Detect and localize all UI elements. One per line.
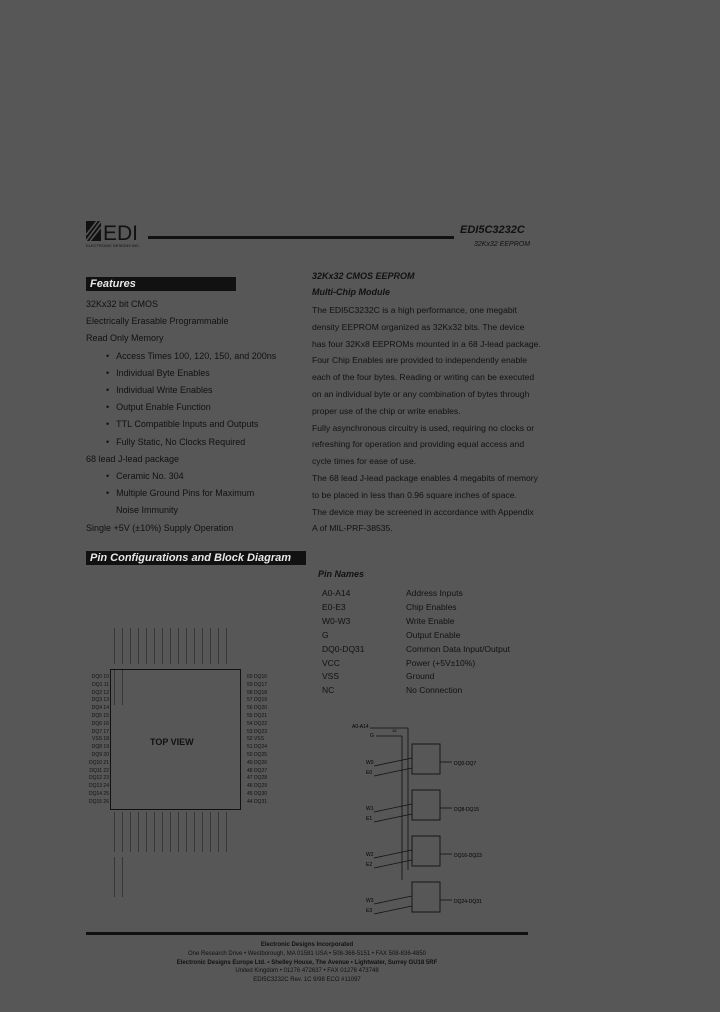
data-out-label: DQ0-DQ7 — [454, 761, 477, 767]
pin-description: Chip Enables — [406, 601, 457, 612]
header-rule — [148, 236, 454, 239]
pin-names-title: Pin Names — [318, 569, 365, 579]
addr-label: A0-A14 — [352, 724, 369, 730]
pin-name-row — [322, 587, 510, 601]
features-list — [86, 296, 306, 537]
pin-name-row — [322, 601, 510, 615]
description-line: proper use of the chip or write enables. — [312, 405, 461, 416]
pin-lead — [170, 628, 176, 664]
pin-label: DQ11 22 — [89, 767, 109, 774]
logo-text: EDI — [103, 222, 139, 245]
pin-label: DQ13 24 — [88, 783, 109, 790]
pin-description: No Connection — [406, 685, 463, 696]
feature-item: Read Only Memory — [86, 333, 164, 344]
description-line: The EDI5C3232C is a high performance, one megabit — [312, 305, 517, 315]
pin-name-row — [322, 615, 510, 629]
bottom-pin-row — [114, 812, 239, 852]
g-label: G — [370, 733, 374, 739]
write-enable-label: W0 — [366, 760, 374, 766]
footer-company: Electronic Designs Incorporated — [260, 942, 354, 948]
pin-lead — [162, 812, 168, 852]
pin-description: Ground — [406, 671, 435, 682]
bus-label: 15 — [392, 728, 397, 733]
memory-chip-block — [366, 744, 476, 776]
pin-lead — [138, 628, 144, 664]
pin-description: Common Data Input/Output — [406, 643, 510, 654]
pin-label: DQ4 14 — [91, 705, 109, 712]
pin-symbol: G — [322, 629, 329, 640]
feature-item: • Ceramic No. 304 — [86, 468, 306, 485]
pin-lead — [122, 628, 128, 664]
description-line: Fully asynchronous circuitry is used, requiring no clocks or — [312, 422, 535, 433]
pin-lead — [218, 812, 224, 852]
footer-rev: EDI5C3232C Rev. 1C 9/98 ECO #11097 — [253, 977, 361, 984]
pin-symbol: VSS — [322, 671, 340, 682]
pin-name-row — [322, 643, 510, 657]
pin-label: DQ14 25 — [88, 790, 109, 797]
feature-item: Electrically Erasable Programmable — [86, 316, 229, 327]
footer-address: One Research Drive • Westborough, MA 01581 USA • 508-366-5151 • FAX 508-836-4850 — [188, 950, 426, 957]
pin-label: DQ8 19 — [91, 744, 109, 751]
pin-label: 57 DQ19 — [247, 697, 268, 704]
pin-description: Write Enable — [406, 615, 455, 626]
pin-label: 49 DQ26 — [247, 759, 268, 766]
pin-lead — [202, 628, 208, 664]
pin-label: 53 DQ23 — [247, 728, 268, 735]
description-line: to be placed in less than 0.96 square inches of space. — [312, 489, 517, 500]
description-title — [312, 268, 415, 300]
pin-lead — [122, 812, 128, 852]
pin-lead — [194, 628, 200, 664]
description-body — [312, 302, 541, 537]
pin-lead — [138, 812, 144, 852]
pin-lead — [186, 812, 192, 852]
pin-lead — [210, 812, 216, 852]
pin-lead — [178, 812, 184, 852]
pin-label: DQ3 13 — [91, 697, 109, 704]
pin-label: 59 DQ17 — [247, 681, 268, 688]
feature-item: Noise Immunity — [116, 505, 179, 516]
top-view-label: TOP VIEW — [150, 737, 194, 747]
pin-label: DQ2 12 — [91, 689, 109, 696]
pin-lead — [130, 812, 136, 852]
data-out-label: DQ24-DQ31 — [454, 899, 482, 905]
description-line: refreshing for operation and providing equal access and — [312, 439, 525, 450]
pin-label: 54 DQ22 — [247, 720, 268, 727]
right-pin-list — [247, 674, 287, 807]
pin-label: DQ12 23 — [88, 775, 109, 782]
pin-label: 44 DQ31 — [247, 798, 268, 805]
pin-label: DQ6 16 — [91, 720, 109, 727]
pin-lead — [186, 628, 192, 664]
pin-label: 56 DQ20 — [247, 705, 268, 712]
pin-lead — [146, 812, 152, 852]
logo-subtext: ELECTRONIC DESIGNS INC. — [86, 243, 141, 248]
top-pin-row — [114, 628, 239, 664]
feature-item: Single +5V (±10%) Supply Operation — [86, 522, 234, 533]
description-title-line2: Multi-Chip Module — [312, 287, 390, 297]
footer-uk: United Kingdom • 01276 472637 • FAX 01276 473748 — [235, 968, 379, 975]
features-heading: Features — [86, 277, 236, 291]
pin-label: DQ0 10 — [91, 674, 109, 680]
pin-lead — [218, 628, 224, 664]
pin-name-row — [322, 684, 510, 698]
block-diagram — [330, 720, 530, 920]
pin-label: 50 DQ25 — [247, 751, 268, 758]
pin-name-row — [322, 670, 510, 684]
pin-lead — [194, 812, 200, 852]
pin-lead — [146, 628, 152, 664]
description-line: on an individual byte or any combination of bytes through — [312, 388, 530, 399]
description-line: cycle times for ease of use. — [312, 456, 417, 467]
chip-enable-label: E2 — [366, 862, 373, 868]
description-line: The 68 lead J-lead package enables 4 megabits of memory — [312, 472, 538, 483]
description-line: has four 32Kx8 EEPROMs mounted in a 68 J-lead package. — [312, 338, 541, 349]
pin-label: DQ9 20 — [91, 751, 109, 758]
pin-description: Power (+5V±10%) — [406, 657, 476, 668]
pin-label: DQ1 11 — [92, 681, 109, 688]
left-pin-list — [76, 674, 109, 807]
pin-name-row — [322, 657, 510, 671]
chip-enable-label: E1 — [366, 816, 373, 822]
memory-chip-block — [366, 790, 479, 822]
feature-item: 32Kx32 bit CMOS — [86, 299, 159, 309]
pin-label: 45 DQ30 — [247, 790, 268, 797]
pin-lead — [226, 628, 232, 664]
feature-item: • TTL Compatible Inputs and Outputs — [86, 416, 306, 433]
footer — [86, 941, 528, 985]
pin-names-table — [322, 587, 510, 698]
feature-item: 68 lead J-lead package — [86, 453, 180, 464]
pin-label: DQ5 15 — [91, 712, 109, 719]
part-subtitle: 32Kx32 EEPROM — [474, 241, 531, 248]
pin-label: 52 VSS — [247, 736, 264, 743]
part-number: EDI5C3232C — [460, 224, 525, 236]
pin-label: 47 DQ28 — [247, 775, 268, 782]
data-out-label: DQ16-DQ23 — [454, 853, 482, 859]
pin-lead — [226, 812, 232, 852]
pin-lead — [202, 812, 208, 852]
feature-item: • Fully Static, No Clocks Required — [86, 434, 306, 451]
pin-label: DQ15 26 — [88, 798, 109, 805]
pin-label: 46 DQ29 — [247, 783, 268, 790]
pin-label: 55 DQ21 — [247, 712, 268, 719]
footer-europe: Electronic Designs Europe Ltd. • Shelley House, The Avenue • Lightwater, Surrey GU18 5RF — [176, 959, 438, 966]
pin-label: DQ7 17 — [91, 728, 109, 735]
pin-label: VSS 18 — [92, 736, 109, 743]
pin-lead — [130, 628, 136, 664]
description-line: The device may be screened in accordance with Appendix — [312, 506, 534, 517]
pin-lead — [114, 812, 120, 852]
description-line: A of MIL-PRF-38535. — [312, 523, 393, 534]
pin-lead — [154, 628, 160, 664]
pin-symbol: NC — [322, 685, 335, 696]
pin-symbol: DQ0-DQ31 — [322, 643, 365, 654]
feature-item: • Multiple Ground Pins for Maximum — [86, 485, 306, 502]
pin-lead — [114, 628, 120, 664]
pin-config-heading: Pin Configurations and Block Diagram — [86, 551, 306, 565]
pin-lead — [162, 628, 168, 664]
description-title-line1: 32Kx32 CMOS EEPROM — [312, 271, 415, 281]
pin-symbol: A0-A14 — [322, 588, 351, 598]
feature-item: • Output Enable Function — [86, 399, 306, 416]
pin-lead — [122, 857, 128, 897]
data-out-label: DQ8-DQ15 — [454, 807, 480, 813]
chip-enable-label: E3 — [366, 908, 373, 914]
pin-symbol: VCC — [322, 657, 340, 668]
pin-lead — [210, 628, 216, 664]
memory-chip-block — [366, 836, 482, 868]
pin-lead — [114, 857, 120, 897]
description-line: each of the four bytes. Reading or writing can be executed — [312, 372, 535, 383]
pin-label: DQ10 21 — [88, 759, 109, 766]
pin-description: Output Enable — [406, 629, 461, 640]
pin-label: 48 DQ27 — [247, 767, 268, 774]
pin-symbol: E0-E3 — [322, 601, 346, 612]
pin-lead — [178, 628, 184, 664]
chip-enable-label: E0 — [366, 770, 373, 776]
write-enable-label: W3 — [366, 898, 374, 904]
feature-item: • Individual Byte Enables — [86, 365, 306, 382]
pin-label: 60 DQ16 — [247, 674, 268, 680]
pin-symbol: W0-W3 — [322, 615, 351, 626]
pin-lead — [154, 812, 160, 852]
description-line: Four Chip Enables are provided to independently enable — [312, 355, 527, 366]
pin-lead — [170, 812, 176, 852]
feature-item: • Access Times 100, 120, 150, and 200ns — [86, 348, 306, 365]
pin-name-row — [322, 629, 510, 643]
write-enable-label: W2 — [366, 852, 374, 858]
description-line: density EEPROM organized as 32Kx32 bits. The device — [312, 321, 525, 332]
feature-item: • Individual Write Enables — [86, 382, 306, 399]
memory-chip-block — [366, 882, 482, 914]
pin-description: Address Inputs — [406, 588, 463, 598]
write-enable-label: W1 — [366, 806, 374, 812]
pin-label: 58 DQ18 — [247, 689, 268, 696]
footer-rule — [86, 932, 528, 935]
pin-label: 51 DQ24 — [247, 744, 268, 751]
